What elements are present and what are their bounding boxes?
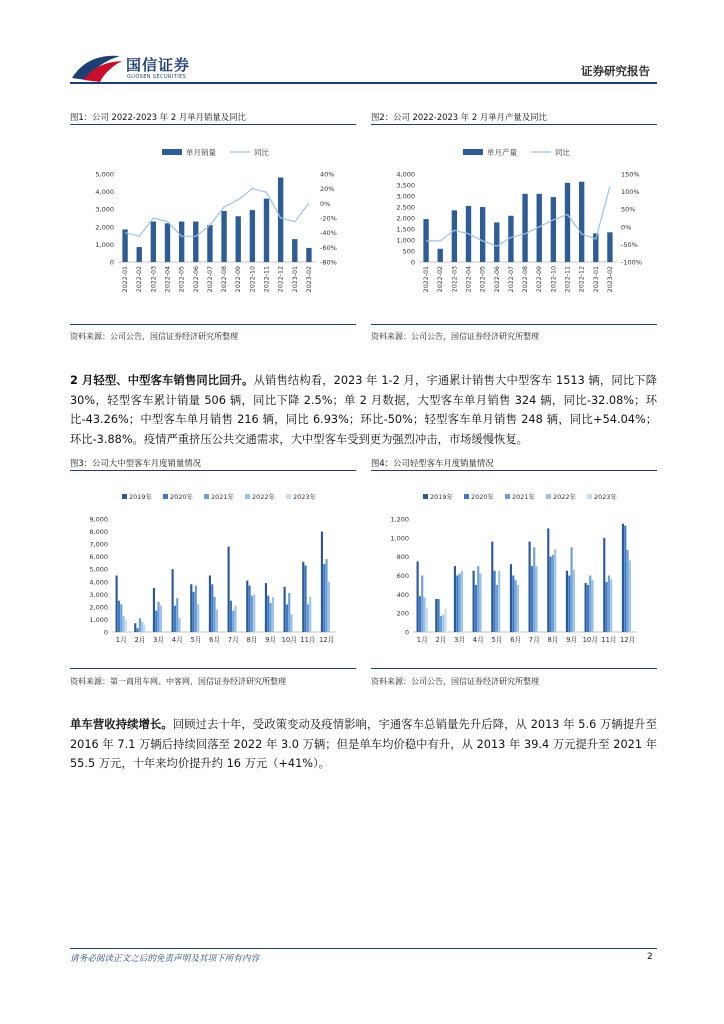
bar	[442, 615, 444, 632]
x-tick-label: 1月	[115, 636, 127, 644]
bar	[236, 216, 241, 262]
fig2-chart	[371, 140, 657, 318]
bar	[531, 566, 533, 632]
bar	[265, 583, 267, 632]
x-tick-label: 2022-04	[465, 266, 473, 293]
y-tick-label: 8,000	[89, 528, 108, 537]
y-left-tick-label: 1,000	[95, 240, 114, 249]
legend-label: 2023年	[293, 493, 317, 501]
bar	[454, 566, 456, 632]
paragraph-1-body: 从销售结构看，2023 年 1-2 月，宇通累计销售大中型客车 1513 辆，同比下降 30%，轻型客车累计销量 506 辆，同比下降 2.5%；单 2 月数据，大型客车单月销售 324 辆，同比-32.08%；环比-43.26%；中型客车单月销售 216 辆，同比 6.93%；环比-50%；轻型客车单月销售 248 辆，同比+54.04%；环比-3.88%。疫情严重挤压公共交通需求，大中型客车受到更为强烈冲击，市场缓慢恢复。	[70, 374, 657, 446]
bar	[290, 614, 292, 632]
x-tick-label: 2022-10	[550, 266, 558, 293]
bar	[622, 524, 624, 632]
x-tick-label: 7月	[528, 636, 540, 644]
bar	[155, 611, 157, 632]
x-tick-label: 9月	[566, 636, 578, 644]
y-left-tick-label: 1,500	[396, 225, 415, 234]
y-tick-label: 2,000	[89, 603, 108, 612]
y-left-tick-label: 500	[402, 247, 415, 256]
bar	[550, 557, 552, 632]
legend-swatch	[163, 494, 168, 499]
bar	[246, 581, 248, 632]
bar	[477, 566, 479, 632]
x-tick-label: 2022-09	[235, 266, 243, 293]
bar	[328, 582, 330, 632]
bar	[624, 526, 626, 632]
bar	[278, 178, 283, 262]
legend-line-label: 同比	[254, 148, 269, 157]
y-left-tick-label: 3,500	[396, 181, 415, 190]
fig4-chart	[371, 486, 657, 656]
y-tick-label: 5,000	[89, 565, 108, 574]
y-tick-label: 9,000	[89, 515, 108, 524]
legend-swatch	[546, 494, 551, 499]
bar	[629, 560, 631, 632]
fig4-bottom-rule	[371, 668, 657, 669]
bar	[270, 603, 272, 632]
x-tick-label: 2022-04	[164, 266, 172, 293]
x-tick-label: 5月	[491, 636, 503, 644]
bar	[174, 606, 176, 632]
bar	[496, 585, 498, 632]
bar	[209, 576, 211, 633]
x-tick-label: 1月	[416, 636, 428, 644]
y-right-tick-label: 50%	[621, 205, 636, 214]
logo-english: GUOSEN SECURITIES	[127, 74, 187, 80]
bar	[120, 604, 122, 632]
x-tick-label: 3月	[454, 636, 466, 644]
legend-swatch	[245, 494, 250, 499]
x-tick-label: 6月	[510, 636, 522, 644]
fig3-rule	[70, 470, 356, 471]
y-tick-label: 200	[396, 609, 409, 618]
legend-swatch	[204, 494, 209, 499]
bar	[438, 599, 440, 632]
bar	[211, 584, 213, 632]
bar	[529, 542, 531, 632]
bar	[461, 571, 463, 632]
x-tick-label: 2月	[435, 636, 447, 644]
legend-label: 2022年	[553, 493, 577, 501]
paragraph-1	[70, 371, 657, 449]
bar	[176, 598, 178, 632]
bar	[533, 547, 535, 632]
bar	[116, 576, 118, 633]
x-tick-label: 2023-01	[592, 266, 600, 293]
bar	[426, 608, 428, 632]
bar	[139, 618, 141, 632]
bar	[193, 222, 198, 262]
x-tick-label: 8月	[547, 636, 559, 644]
bar	[122, 229, 127, 262]
bar	[571, 547, 573, 632]
x-tick-label: 10月	[582, 636, 599, 644]
fig3-chart	[70, 486, 356, 656]
bar	[309, 597, 311, 632]
x-tick-label: 10月	[281, 636, 298, 644]
bar	[417, 561, 419, 632]
fig2-title: 图2：公司 2022-2023 年 2 月单月产量及同比	[371, 112, 547, 122]
x-tick-label: 2022-07	[206, 266, 214, 293]
y-tick-label: 1,200	[390, 515, 409, 524]
footer-divider	[70, 948, 657, 949]
legend-swatch	[587, 494, 592, 499]
bar	[627, 550, 629, 632]
bar	[122, 616, 124, 632]
bar	[249, 586, 251, 632]
y-right-tick-label: -80%	[320, 258, 337, 267]
bar	[228, 547, 230, 632]
y-right-tick-label: 0%	[621, 223, 632, 232]
bar	[515, 580, 517, 632]
y-tick-label: 800	[396, 553, 409, 562]
bar	[456, 576, 458, 633]
bar	[491, 542, 493, 632]
bar	[195, 586, 197, 632]
bar	[440, 616, 442, 632]
x-tick-label: 2022-08	[221, 266, 229, 293]
bar	[197, 604, 199, 632]
x-tick-label: 2022-11	[564, 266, 572, 293]
bar	[288, 593, 290, 632]
x-tick-label: 2022-07	[507, 266, 515, 293]
x-tick-label: 5月	[190, 636, 202, 644]
bar	[552, 555, 554, 632]
bar	[153, 588, 155, 632]
fig1-bottom-rule	[70, 324, 356, 325]
legend-label: 2019年	[430, 493, 454, 501]
x-tick-label: 2022-05	[479, 266, 487, 293]
bar	[321, 532, 323, 632]
x-tick-label: 2022-10	[249, 266, 257, 293]
y-tick-label: 7,000	[89, 540, 108, 549]
bar	[284, 587, 286, 632]
y-tick-label: 0	[103, 628, 108, 637]
x-tick-label: 12月	[619, 636, 636, 644]
legend-swatch	[122, 494, 127, 499]
x-tick-label: 2022-06	[493, 266, 501, 293]
paragraph-2-lead: 单车营收持续增长。	[70, 718, 173, 731]
y-left-tick-label: 2,000	[95, 223, 114, 232]
y-left-tick-label: 5,000	[95, 170, 114, 179]
x-tick-label: 8月	[246, 636, 258, 644]
bar	[608, 576, 610, 633]
x-tick-label: 2023-02	[305, 266, 313, 293]
paragraph-2-body: 回顾过去十年，受政策变动及疫情影响，宇通客车总销量先升后降，从 2013 年 5.6 万辆提升至 2016 年 7.1 万辆后持续回落至 2022 年 3.0 万辆；但是单车均价稳中有升，从 2013 年 39.4 万元提升至 2021 年 55.5 万元，十年来均价提升约 16 万元（+41%）。	[70, 718, 657, 770]
bar	[475, 585, 477, 632]
fig1-title: 图1：公司 2022-2023 年 2 月单月销量及同比	[70, 112, 246, 122]
bar	[554, 549, 556, 632]
bar	[438, 249, 443, 262]
legend-label: 2021年	[512, 493, 536, 501]
y-tick-label: 4,000	[89, 578, 108, 587]
x-tick-label: 2022-02	[437, 266, 445, 293]
bar	[302, 562, 304, 632]
legend-line-label: 同比	[555, 148, 570, 157]
footer-disclaimer: 请务必阅读正文之后的免责声明及其项下所有内容	[70, 954, 260, 964]
bar	[190, 584, 192, 632]
x-tick-label: 9月	[265, 636, 277, 644]
bar	[234, 606, 236, 632]
x-tick-label: 2022-12	[277, 266, 285, 293]
bar	[606, 582, 608, 632]
legend-swatch	[505, 494, 510, 499]
bar	[494, 222, 499, 262]
bar	[141, 622, 143, 632]
bar	[137, 247, 142, 262]
x-tick-label: 2022-08	[522, 266, 530, 293]
fig2-source: 资料来源：公司公告，国信证券经济研究所整理	[371, 332, 539, 341]
x-tick-label: 2月	[134, 636, 146, 644]
bar	[286, 604, 288, 632]
bar	[494, 571, 496, 632]
y-tick-label: 3,000	[89, 590, 108, 599]
x-tick-label: 2022-06	[192, 266, 200, 293]
y-left-tick-label: 0	[109, 258, 114, 267]
bar	[193, 592, 195, 632]
legend-bar-swatch	[162, 149, 182, 155]
y-tick-label: 1,000	[390, 534, 409, 543]
x-tick-label: 2022-03	[150, 266, 158, 293]
bar	[473, 571, 475, 632]
bar	[264, 199, 269, 262]
bar	[160, 606, 162, 632]
y-right-tick-label: 100%	[621, 188, 640, 197]
paragraph-1-lead: 2 月轻型、中型客车销售同比回升。	[70, 374, 254, 387]
legend-label: 2021年	[211, 493, 235, 501]
fig2-bottom-rule	[371, 324, 657, 325]
x-tick-label: 4月	[472, 636, 484, 644]
y-left-tick-label: 0	[410, 258, 415, 267]
y-tick-label: 600	[396, 572, 409, 580]
bar	[435, 599, 437, 632]
bar	[566, 571, 568, 632]
x-tick-label: 2022-11	[263, 266, 271, 293]
legend-swatch	[423, 494, 428, 499]
y-right-tick-label: 150%	[621, 170, 640, 179]
x-tick-label: 2022-05	[178, 266, 186, 293]
bar	[267, 596, 269, 632]
fig1-source: 资料来源：公司公告，国信证券经济研究所整理	[70, 332, 238, 341]
bar	[214, 597, 216, 632]
x-tick-label: 2023-02	[606, 266, 614, 293]
bar	[573, 570, 575, 632]
bar	[603, 538, 605, 632]
legend-bar-label: 单月产量	[487, 148, 517, 157]
x-tick-label: 2022-01	[122, 266, 130, 293]
bar	[591, 580, 593, 632]
x-tick-label: 2022-01	[423, 266, 431, 293]
y-left-tick-label: 2,000	[396, 214, 415, 223]
legend-bar-swatch	[463, 149, 483, 155]
bar	[272, 597, 274, 632]
bar	[305, 565, 307, 632]
logo-name: 国信证券	[126, 56, 191, 74]
bar	[151, 222, 156, 262]
x-tick-label: 11月	[601, 636, 617, 644]
bar	[306, 248, 311, 262]
y-left-tick-label: 2,500	[396, 203, 415, 212]
x-tick-label: 2022-02	[136, 266, 144, 293]
bar	[118, 601, 120, 632]
x-tick-label: 2022-12	[578, 266, 586, 293]
y-right-tick-label: 20%	[320, 185, 335, 194]
bar	[423, 597, 425, 632]
fig2-rule	[371, 124, 657, 125]
bar	[479, 574, 481, 632]
bar	[587, 585, 589, 632]
bar	[419, 596, 421, 632]
bar	[125, 619, 127, 632]
bar	[143, 624, 145, 632]
bar	[232, 611, 234, 632]
page-number: 2	[647, 952, 653, 962]
bar	[134, 623, 136, 632]
legend-swatch	[464, 494, 469, 499]
y-left-tick-label: 1,000	[396, 236, 415, 245]
bar	[230, 601, 232, 632]
x-tick-label: 2022-09	[536, 266, 544, 293]
legend-bar-label: 单月销量	[186, 148, 216, 157]
y-right-tick-label: 0%	[320, 199, 331, 208]
bar	[323, 564, 325, 632]
x-tick-label: 2023-01	[291, 266, 299, 293]
bar	[522, 194, 527, 262]
bar	[551, 197, 556, 262]
y-right-tick-label: 40%	[320, 170, 335, 179]
legend-swatch	[286, 494, 291, 499]
legend-label: 2020年	[170, 493, 194, 501]
bar	[165, 223, 170, 262]
y-tick-label: 400	[396, 590, 409, 599]
bar	[250, 210, 255, 262]
bar	[610, 579, 612, 632]
bar	[179, 222, 184, 262]
x-tick-label: 4月	[171, 636, 183, 644]
bar	[547, 528, 549, 632]
bar	[207, 225, 212, 262]
bar	[517, 585, 519, 632]
y-left-tick-label: 4,000	[396, 170, 415, 179]
bar	[292, 239, 297, 262]
fig3-title: 图3：公司大中型客车月度销量情况	[70, 458, 201, 468]
bar	[158, 602, 160, 632]
bar	[510, 564, 512, 632]
fig3-source: 资料来源：第一商用车网、中客网，国信证券经济研究所整理	[70, 677, 286, 686]
y-right-tick-label: -100%	[621, 258, 642, 267]
y-left-tick-label: 3,000	[95, 205, 114, 214]
bar	[172, 569, 174, 632]
y-tick-label: 0	[404, 628, 409, 637]
legend-label: 2023年	[594, 493, 618, 501]
y-right-tick-label: -50%	[621, 240, 638, 249]
bar	[253, 594, 255, 632]
y-right-tick-label: -40%	[320, 229, 337, 238]
bar	[512, 576, 514, 633]
fig1-chart	[70, 140, 356, 318]
bar	[326, 559, 328, 632]
y-tick-label: 1,000	[89, 615, 108, 624]
y-left-tick-label: 4,000	[95, 188, 114, 197]
y-tick-label: 6,000	[89, 553, 108, 562]
x-tick-label: 3月	[153, 636, 165, 644]
bar	[535, 566, 537, 632]
x-tick-label: 2022-03	[451, 266, 459, 293]
legend-label: 2020年	[471, 493, 495, 501]
bar	[216, 609, 218, 632]
bar	[452, 210, 457, 262]
x-tick-label: 11月	[300, 636, 316, 644]
bar	[221, 211, 226, 262]
bar	[480, 207, 485, 262]
fig4-title: 图4：公司轻型客车月度销量情况	[371, 458, 494, 468]
bar	[137, 628, 139, 632]
bar	[178, 618, 180, 632]
fig4-rule	[371, 470, 657, 471]
legend-label: 2022年	[252, 493, 276, 501]
bar	[607, 232, 612, 262]
bar	[579, 182, 584, 262]
fig1-rule	[70, 124, 356, 125]
y-left-tick-label: 3,000	[396, 192, 415, 201]
x-tick-label: 6月	[209, 636, 221, 644]
legend-label: 2019年	[129, 493, 153, 501]
bar	[421, 576, 423, 633]
report-type: 证券研究报告	[581, 64, 650, 78]
y-right-tick-label: -20%	[320, 214, 337, 223]
bar	[459, 574, 461, 632]
x-tick-label: 12月	[318, 636, 335, 644]
bar	[498, 571, 500, 632]
bar	[585, 583, 587, 632]
x-tick-label: 7月	[227, 636, 239, 644]
guosen-logo-icon	[68, 48, 128, 84]
bar	[444, 608, 446, 632]
y-right-tick-label: -60%	[320, 243, 337, 252]
header-divider	[70, 82, 657, 84]
bar	[307, 604, 309, 632]
bar	[251, 596, 253, 632]
bar	[568, 576, 570, 633]
fig3-bottom-rule	[70, 668, 356, 669]
paragraph-2	[70, 715, 657, 774]
fig4-source: 资料来源：公司公告，国信证券经济研究所整理	[371, 677, 539, 686]
bar	[565, 183, 570, 262]
bar	[589, 576, 591, 633]
